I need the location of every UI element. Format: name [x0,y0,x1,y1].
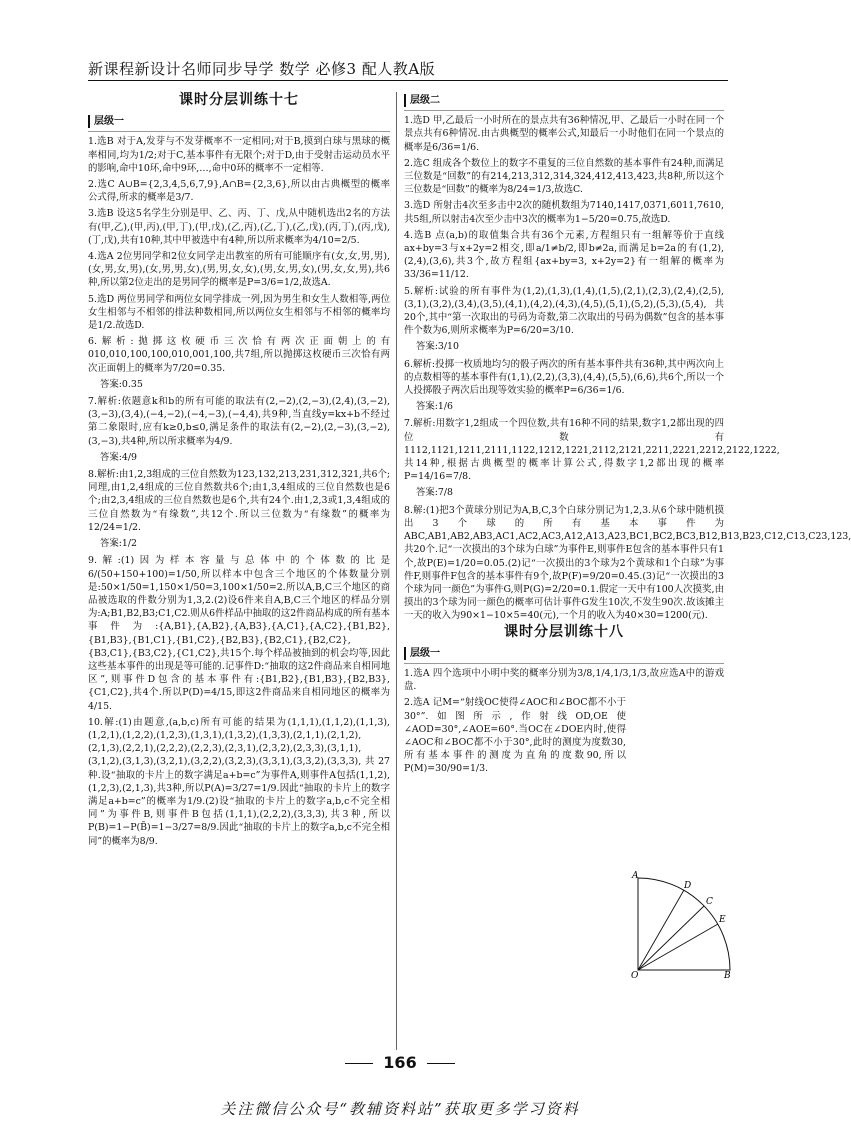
level-2-label: 层级二 [404,94,444,107]
answer-item: 5.解析:试验的所有事件为(1,2),(1,3),(1,4),(1,5),(2,1),(2,3),(2,4),(2,5),(3,1),(3,2),(3,4),(3,5),(4,1),(4,2),(4,3),(4,5),(5,1),(5,2),(5,3),(5,4),共20个,其中“第一次取出的号码为奇数,第二次取出的号码为偶数”包含的基本事件个数为6,则所求概率为P=6/20=3/10. [404,285,724,337]
level-1-label: 层级一 [88,115,128,128]
answer-line: 答案:0.35 [100,378,143,390]
page-number-dash [345,1063,373,1064]
answer-item: 5.选D 两位男同学和两位女同学排成一列,因为男生和女生人数相等,两位女生相邻与不相邻的排法种数相同,所以两位女生相邻与不相邻的概率均是1/2.故选D. [88,293,390,332]
answer-item: 3.选B 设这5名学生分别是甲、乙、丙、丁、戊,从中随机选出2名的方法有(甲,乙),(甲,丙),(甲,丁),(甲,戊),(乙,丙),(乙,丁),(乙,戊),(丙,丁),(丙,戊),(丁,戊),共有10种,其中甲被选中有4种,所以所求概率为4/10=2/5. [88,208,390,246]
footer-note: 关注微信公众号“教辅资料站”获取更多学习资料 [220,1100,580,1118]
answer-item: 2.选C 组成各个数位上的数字不重复的三位自然数的基本事件有24种,而满足三位数是“回数”的有214,213,312,314,324,412,413,423,共8种,所以这个三位数是“回数”的概率为8/24=1/3,故选C. [404,157,724,196]
answer-item: 1.选A 四个选项中小明中奖的概率分别为3/8,1/4,1/3,1/3,故应选A中的游戏盘. [404,667,724,693]
label-c: C [706,897,713,907]
column-divider [396,92,397,1050]
answer-item: 6.解析:投掷一枚质地均匀的骰子两次的所有基本事件共有36种,其中两次向上的点数相等的基本事件有(1,1),(2,2),(3,3),(4,4),(5,5),(6,6),共6个,所以一个人投掷骰子两次后出现等效实验的概率P=6/36=1/6. [404,358,724,397]
label-a: A [632,871,639,881]
right-column [404,92,851,779]
page-header: 新课程新设计名师同步导学 数学 必修3 配人教A版 [88,60,436,78]
answer-item: 8.解析:由1,2,3组成的三位自然数为123,132,213,231,312,321,共6个;同理,由1,2,4组成的三位自然数共6个;由1,3,4组成的三位自然数也是6个;由2,3,4组成的三位自然数也是6个,共有24个.由1,2,3或1,3,4组成的三位自然数为“有缘数”,共12个.所以三位数为“有缘数”的概率为12/24=1/2. [88,469,390,533]
answer-item: 7.解析:依题意k和b的所有可能的取法有(2,−2),(2,−3),(2,4),(3,−2),(3,−3),(3,4),(−4,−2),(−4,−3),(−4,4),共9种,当直线y=kx+b不经过第二象限时,应有k≥0,b≤0,满足条件的取法有(2,−2),(2,−3),(3,−2),(3,−3),共4种,所以所求概率为4/9. [88,396,390,447]
answer-line: 答案:1/6 [416,401,453,413]
angle-diagram [630,870,731,981]
section-title-18: 课时分层训练十八 [504,623,624,640]
answer-line: 答案:7/8 [416,487,453,499]
header-rule [88,80,728,81]
answer-item: 2.选A 记M=“射线OC使得∠AOC和∠BOC都不小于30°”.如图所示,作射线OD,OE使∠AOD=30°,∠AOE=60°.当OC在∠DOE内时,使得∠AOC和∠BOC都不小于30°,此时的测度为度数30,所有基本事件的测度为直角的度数90,所以P(M)=30/90=1/3. [404,697,626,775]
answer-item: 7.解析:用数字1,2组成一个四位数,共有16种不同的结果,数字1,2都出现的四位数有1112,1121,1211,2111,1122,1212,1221,2112,2121,2211,2221,2212,2122,1222,共14种,根据古典概型的概率计算公式,得数字1,2都出现的概率P=14/16=7/8. [404,418,780,483]
page-number-dash [427,1063,455,1064]
section-title-17: 课时分层训练十七 [179,92,299,108]
left-column [88,92,390,851]
answer-line: 答案:1/2 [100,538,137,550]
answer-line: 答案:3/10 [416,341,459,353]
answer-item: 10.解:(1)由题意,(a,b,c)所有可能的结果为(1,1,1),(1,1,2),(1,1,3),(1,2,1),(1,2,2),(1,2,3),(1,3,1),(1,3,2),(1,3,3),(2,1,1),(2,1,2),(2,1,3),(2,2,1),(2,2,2),(2,2,3),(2,3,1),(2,3,2),(2,3,3),(3,1,1),(3,1,2),(3,1,3),(3,2,1),(3,2,2),(3,2,3),(3,3,1),(3,3,2),(3,3,3),共27种.设“抽取的卡片上的数字满足a+b=c”为事件A,则事件A包括(1,1,2),(1,2,3),(2,1,3),共3种,所以P(A)=3/27=1/9.因此“抽取的卡片上的数字满足a+b=c”的概率为1/9.(2)设“抽取的卡片上的数字a,b,c不完全相同”为事件B,则事件B包括(1,1,1),(2,2,2),(3,3,3),共3种,所以P(B)=1−P(B̄)=1−3/27=8/9.因此“抽取的卡片上的数字a,b,c不完全相同”的概率为8/9. [88,716,390,847]
answer-item: 1.选B 对于A,发芽与不发芽概率不一定相同;对于B,摸到白球与黑球的概率相同,均为1/2;对于C,基本事件有无限个;对于D,由于受射击运动员水平的影响,命中10环,命中9环,…,命中0环的概率不一定相等. [88,136,390,174]
answer-item: 9.解:(1)因为样本容量与总体中的个体数的比是6/(50+150+100)=1/50,所以样本中包含三个地区的个体数量分别是:50×1/50=1,150×1/50=3,100×1/50=2.所以A,B,C三个地区的商品被选取的件数分别为1,3,2.(2)设6件来自A,B,C三个地区的样品分别为:A;B1,B2,B3;C1,C2.则从6件样品中抽取的这2件商品构成的所有基本事件为:{A,B1},{A,B2},{A,B3},{A,C1},{A,C2},{B1,B2},{B1,B3},{B1,C1},{B1,C2},{B2,B3},{B2,C1},{B2,C2},{B3,C1},{B3,C2},{C1,C2},共15个.每个样品被抽到的机会均等,因此这些基本事件的出现是等可能的.记事件D:“抽取的这2件商品来自相同地区”,则事件D包含的基本事件有:{B1,B2},{B1,B3},{B2,B3},{C1,C2},共4个.所以P(D)=4/15,即这2件商品来自相同地区的概率为4/15. [88,555,390,712]
level-1b-label: 层级一 [404,647,444,660]
ray-od [638,890,684,970]
answer-item: 6.解析:抛掷这枚硬币三次恰有两次正面朝上的有010,010,100,100,010,001,100,共7组,所以抛掷这枚硬币三次恰有两次正面朝上的概率为7/20=0.35. [88,336,390,374]
answer-item: 1.选D 甲,乙最后一小时所在的景点共有36种情况,甲、乙最后一小时在同一个景点共有6种情况.由古典概型的概率公式,知最后一小时他们在同一个景点的概率是6/36=1/6. [404,115,724,153]
answer-item: 8.解:(1)把3个黄球分别记为A,B,C,3个白球分别记为1,2,3.从6个球中随机摸出3个球的所有基本事件为ABC,AB1,AB2,AB3,AC1,AC2,AC3,A12,A13,A23,BC1,BC2,BC3,B12,B13,B23,C12,C13,C23,123,共20个.记“一次摸出的3个球为白球”为事件E,则事件E包含的基本事件只有1个,故P(E)=1/20=0.05.(2)记“一次摸出的3个球为2个黄球和1个白球”为事件F,则事件F包含的基本事件有9个,故P(F)=9/20=0.45.(3)记“一次摸出的3个球为同一颜色”为事件G,则P(G)=2/20=0.1.假定一天中有100人次摸奖,由摸出的3个球为同一颜色的概率可估计事件G发生10次,不发生90次.故该摊主一天的收入为90×1−10×5=40(元),一个月的收入为40×30=1200(元). [404,504,851,622]
label-o: O [631,971,639,981]
label-e: E [719,915,726,925]
answer-item: 4.选B 点(a,b)的取值集合共有36个元素,方程组只有一组解等价于直线ax+by=3与x+2y=2相交,即a/1≠b/2,即b≠2a,而满足b=2a的有(1,2),(2,4),(3,6),共3个,故方程组{ax+by=3, x+2y=2}有一组解的概率为33/36=11/12. [404,229,724,281]
page-number-row [0,1053,800,1072]
answer-line: 答案:4/9 [100,451,137,463]
label-d: D [684,881,692,891]
label-b: B [724,971,731,981]
answer-item: 3.选D 所射击4次至多击中2次的随机数组为7140,1417,0371,6011,7610,共5组,所以射击4次至少击中3次的概率为1−5/20=0.75,故选D. [404,200,724,225]
page-number: 166 [383,1053,417,1072]
answer-item: 4.选A 2位男同学和2位女同学走出教室的所有可能顺序有(女,女,男,男),(女,男,女,男),(女,男,男,女),(男,男,女,女),(男,女,男,女),(男,女,女,男),共6种,所以第2位走出的是男同学的概率是P=3/6=1/2,故选A. [88,251,390,289]
answer-item: 2.选C A∪B={2,3,4,5,6,7,9},A∩B={2,3,6},所以由古典概型的概率公式得,所求的概率是3/7. [88,179,390,204]
